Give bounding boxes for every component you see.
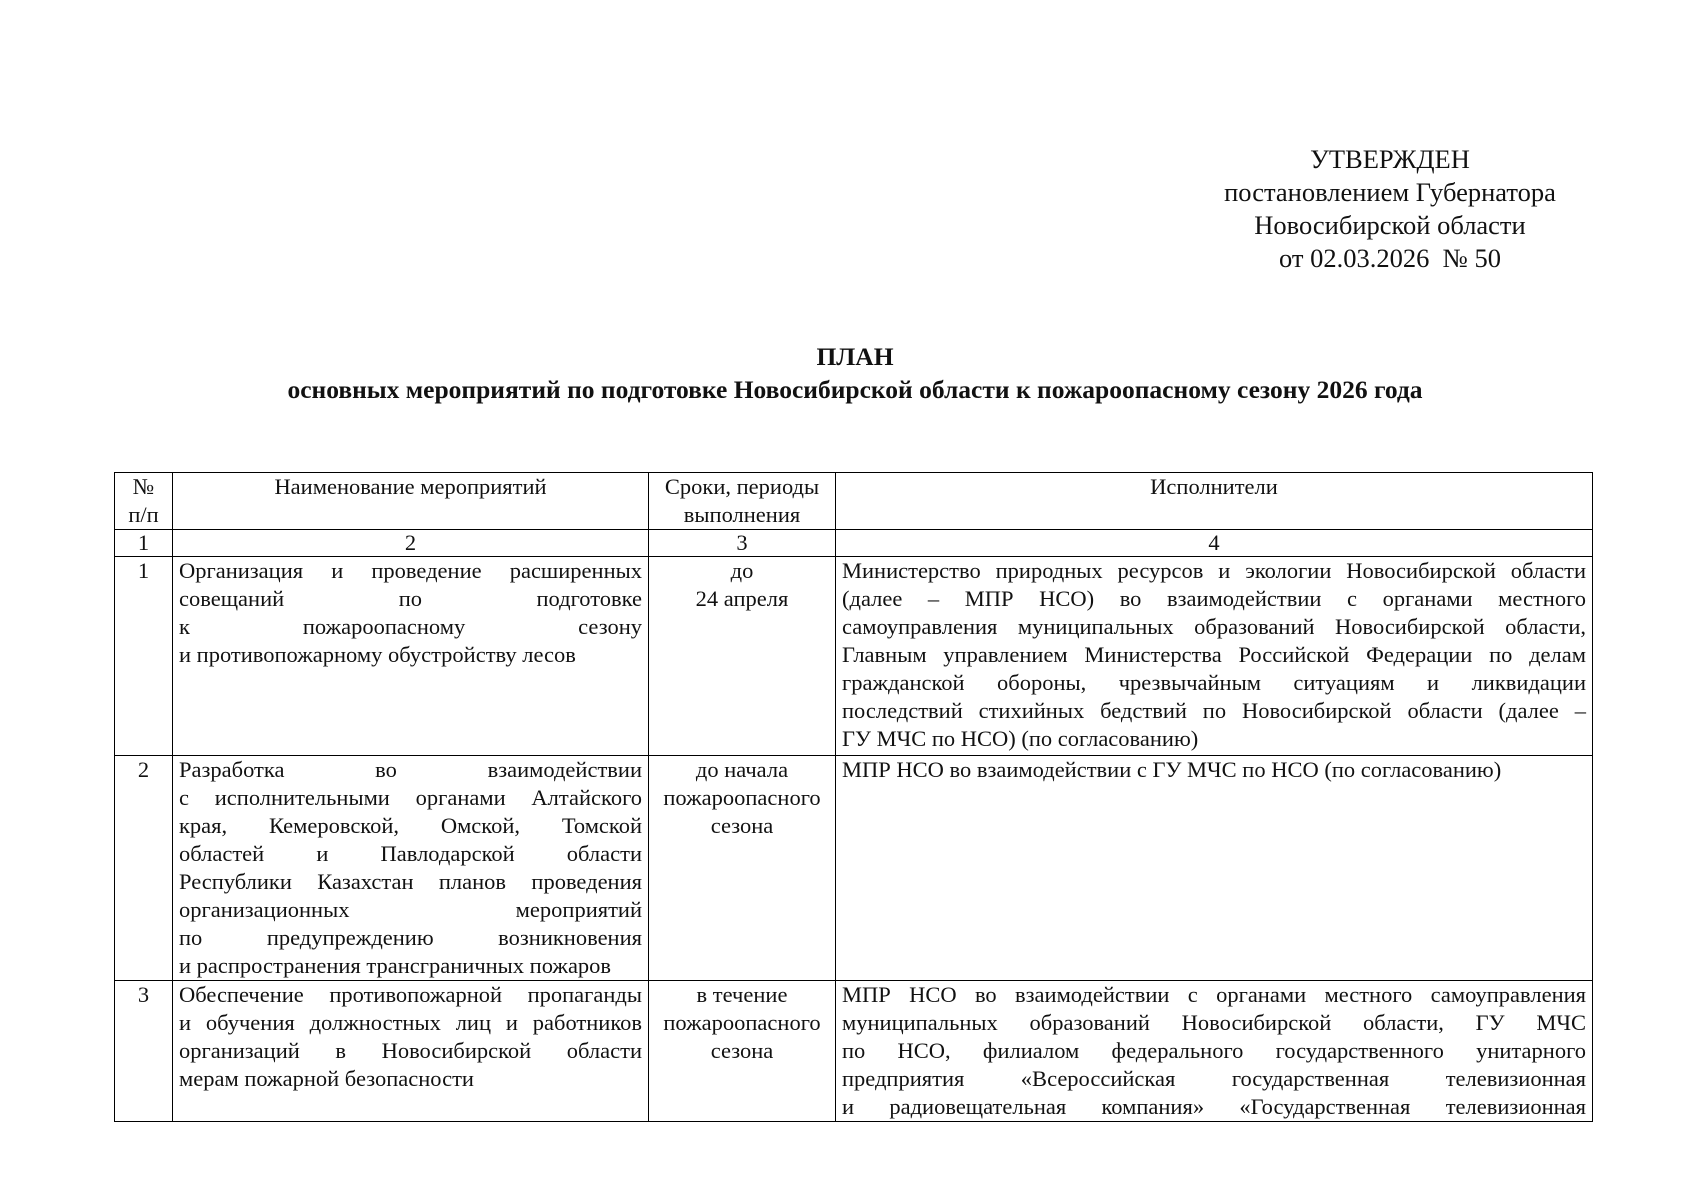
header-num-symbol: № xyxy=(132,474,155,499)
text-line: совещаний по подготовке xyxy=(179,586,642,611)
row-number: 2 xyxy=(115,756,173,981)
text-line: по предупреждению возникновения xyxy=(179,925,642,950)
text-line: и противопожарному обустройству лесов xyxy=(179,642,576,667)
text-line: в течение xyxy=(696,982,788,1007)
column-number-2: 2 xyxy=(173,530,649,557)
row-number: 3 xyxy=(115,981,173,1122)
text-line: Министерство природных ресурсов и экологии Новосибирской области xyxy=(842,558,1586,583)
text-line: до начала xyxy=(695,757,789,782)
text-line: Обеспечение противопожарной пропаганды xyxy=(179,982,642,1007)
header-term-line2: выполнения xyxy=(683,502,801,527)
header-term xyxy=(649,473,836,530)
table-header-row xyxy=(115,473,1593,530)
text-line: и радиовещательная компания» «Государственная телевизионная xyxy=(842,1094,1586,1119)
activity-term xyxy=(649,756,836,981)
row-number: 1 xyxy=(115,557,173,756)
activity-term xyxy=(649,557,836,756)
approval-line-date-number: от 02.03.2026 № 50 xyxy=(1278,243,1501,273)
text-line: организаций в Новосибирской области xyxy=(179,1038,642,1063)
header-num-abbr: п/п xyxy=(128,502,159,527)
text-line: до xyxy=(730,558,754,583)
activity-executors xyxy=(836,557,1593,756)
text-line: сезона xyxy=(710,1038,774,1063)
text-line: Республики Казахстан планов проведения xyxy=(179,869,642,894)
table-row xyxy=(115,557,1593,756)
text-line: мерам пожарной безопасности xyxy=(179,1066,474,1091)
activity-name xyxy=(173,557,649,756)
document-title-subject: основных мероприятий по подготовке Новосибирской области к пожароопасному сезону 2026 года xyxy=(287,375,1423,404)
document-title xyxy=(0,340,1697,406)
text-line: и обучения должностных лиц и работников xyxy=(179,1010,642,1035)
column-number-4: 4 xyxy=(836,530,1593,557)
column-number-3: 3 xyxy=(649,530,836,557)
text-line: МПР НСО во взаимодействии с органами местного самоуправления xyxy=(842,982,1586,1007)
header-term-line1: Сроки, периоды xyxy=(664,474,820,499)
text-line: края, Кемеровской, Омской, Томской xyxy=(179,813,642,838)
text-line: Организация и проведение расширенных xyxy=(179,558,642,583)
text-line: самоуправления муниципальных образований Новосибирской области, xyxy=(842,614,1586,639)
text-line: муниципальных образований Новосибирской области, ГУ МЧС xyxy=(842,1010,1586,1035)
text-line: пожароопасного xyxy=(663,785,821,810)
approval-line-decree: постановлением Губернатора xyxy=(1224,177,1556,207)
header-executors: Исполнители xyxy=(836,473,1593,530)
text-line: МПР НСО во взаимодействии с ГУ МЧС по НСО (по согласованию) xyxy=(842,757,1502,782)
text-line: к пожароопасному сезону xyxy=(179,614,642,639)
header-name: Наименование мероприятий xyxy=(173,473,649,530)
activity-name xyxy=(173,756,649,981)
text-line: и распространения трансграничных пожаров xyxy=(179,953,612,978)
text-line: с исполнительными органами Алтайского xyxy=(179,785,642,810)
column-number-row xyxy=(115,530,1593,557)
text-line: Разработка во взаимодействии xyxy=(179,757,642,782)
column-number-1: 1 xyxy=(115,530,173,557)
text-line: областей и Павлодарской области xyxy=(179,841,642,866)
activity-executors xyxy=(836,981,1593,1122)
text-line: пожароопасного xyxy=(663,1010,821,1035)
text-line: (далее – МПР НСО) во взаимодействии с органами местного xyxy=(842,586,1586,611)
text-line: гражданской обороны, чрезвычайным ситуациям и ликвидации xyxy=(842,670,1586,695)
text-line: 24 апреля xyxy=(695,586,789,611)
text-line: предприятия «Всероссийская государственная телевизионная xyxy=(842,1066,1586,1091)
activity-term xyxy=(649,981,836,1122)
table-row xyxy=(115,981,1593,1122)
approval-line-approved: УТВЕРЖДЕН xyxy=(1310,144,1470,174)
text-line: Главным управлением Министерства Российской Федерации по делам xyxy=(842,642,1586,667)
text-line: организационных мероприятий xyxy=(179,897,642,922)
approval-line-region: Новосибирской области xyxy=(1254,210,1526,240)
text-line: по НСО, филиалом федерального государственного унитарного xyxy=(842,1038,1586,1063)
activity-name xyxy=(173,981,649,1122)
approval-stamp xyxy=(1180,143,1600,275)
text-line: ГУ МЧС по НСО) (по согласованию) xyxy=(842,726,1199,751)
header-num xyxy=(115,473,173,530)
document-title-plan: ПЛАН xyxy=(816,342,894,371)
text-line: сезона xyxy=(710,813,774,838)
activity-executors xyxy=(836,756,1593,981)
text-line: последствий стихийных бедствий по Новосибирской области (далее – xyxy=(842,698,1586,723)
table-row xyxy=(115,756,1593,981)
plan-table xyxy=(114,472,1593,1122)
